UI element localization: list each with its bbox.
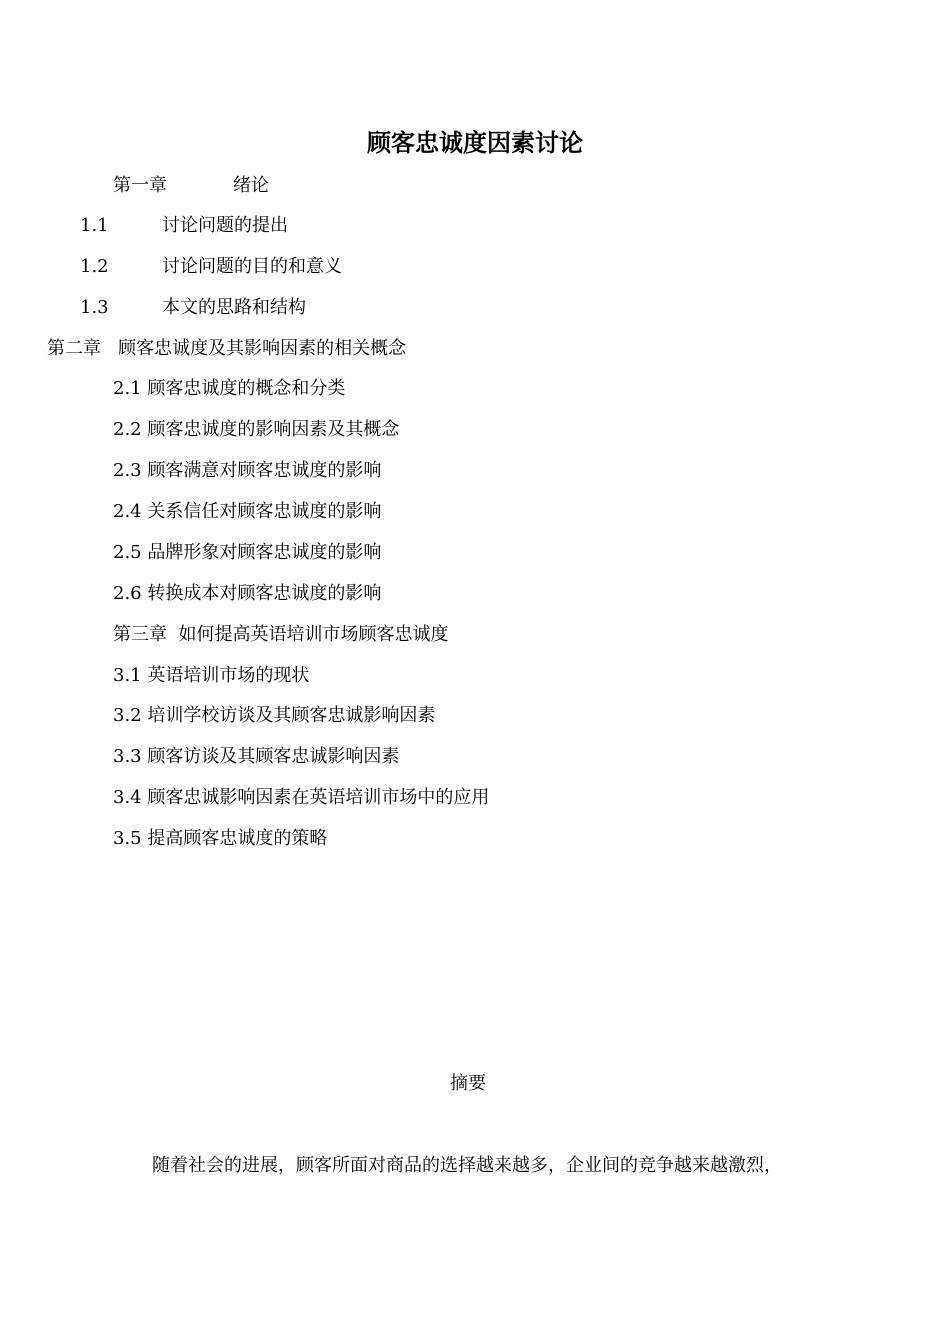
toc-section-2-6: 2.6 转换成本对顾客忠诚度的影响 xyxy=(113,583,382,604)
toc-section-2-1: 2.1 顾客忠诚度的概念和分类 xyxy=(113,378,346,399)
toc-section-2-4: 2.4 关系信任对顾客忠诚度的影响 xyxy=(113,501,382,522)
toc-chapter-1-title: 绪论 xyxy=(233,175,269,196)
toc-chapter-2: 第二章 顾客忠诚度及其影响因素的相关概念 xyxy=(47,338,407,359)
toc-chapter-3: 第三章 如何提高英语培训市场顾客忠诚度 xyxy=(113,624,449,645)
toc-section-3-1: 3.1 英语培训市场的现状 xyxy=(113,665,310,686)
toc-section-1-1-title: 讨论问题的提出 xyxy=(162,215,288,236)
toc-section-1-1-number: 1.1 xyxy=(80,215,109,236)
toc-section-1-3-number: 1.3 xyxy=(80,297,109,318)
toc-section-1-2-number: 1.2 xyxy=(80,256,109,277)
toc-section-2-3: 2.3 顾客满意对顾客忠诚度的影响 xyxy=(113,460,382,481)
toc-section-1-2-title: 讨论问题的目的和意义 xyxy=(162,256,342,277)
toc-section-1-3-title: 本文的思路和结构 xyxy=(162,297,306,318)
toc-section-3-3: 3.3 顾客访谈及其顾客忠诚影响因素 xyxy=(113,746,400,767)
document-title: 顾客忠诚度因素讨论 xyxy=(367,128,583,157)
abstract-paragraph: 随着社会的进展，顾客所面对商品的选择越来越多，企业间的竞争越来越激烈， xyxy=(152,1155,782,1176)
abstract-heading: 摘要 xyxy=(450,1073,486,1094)
toc-section-2-2: 2.2 顾客忠诚度的影响因素及其概念 xyxy=(113,419,400,440)
toc-section-3-5: 3.5 提高顾客忠诚度的策略 xyxy=(113,828,328,849)
toc-section-3-2: 3.2 培训学校访谈及其顾客忠诚影响因素 xyxy=(113,705,436,726)
toc-section-3-4: 3.4 顾客忠诚影响因素在英语培训市场中的应用 xyxy=(113,787,490,808)
toc-section-2-5: 2.5 品牌形象对顾客忠诚度的影响 xyxy=(113,542,382,563)
toc-chapter-1-label: 第一章 xyxy=(113,175,167,196)
